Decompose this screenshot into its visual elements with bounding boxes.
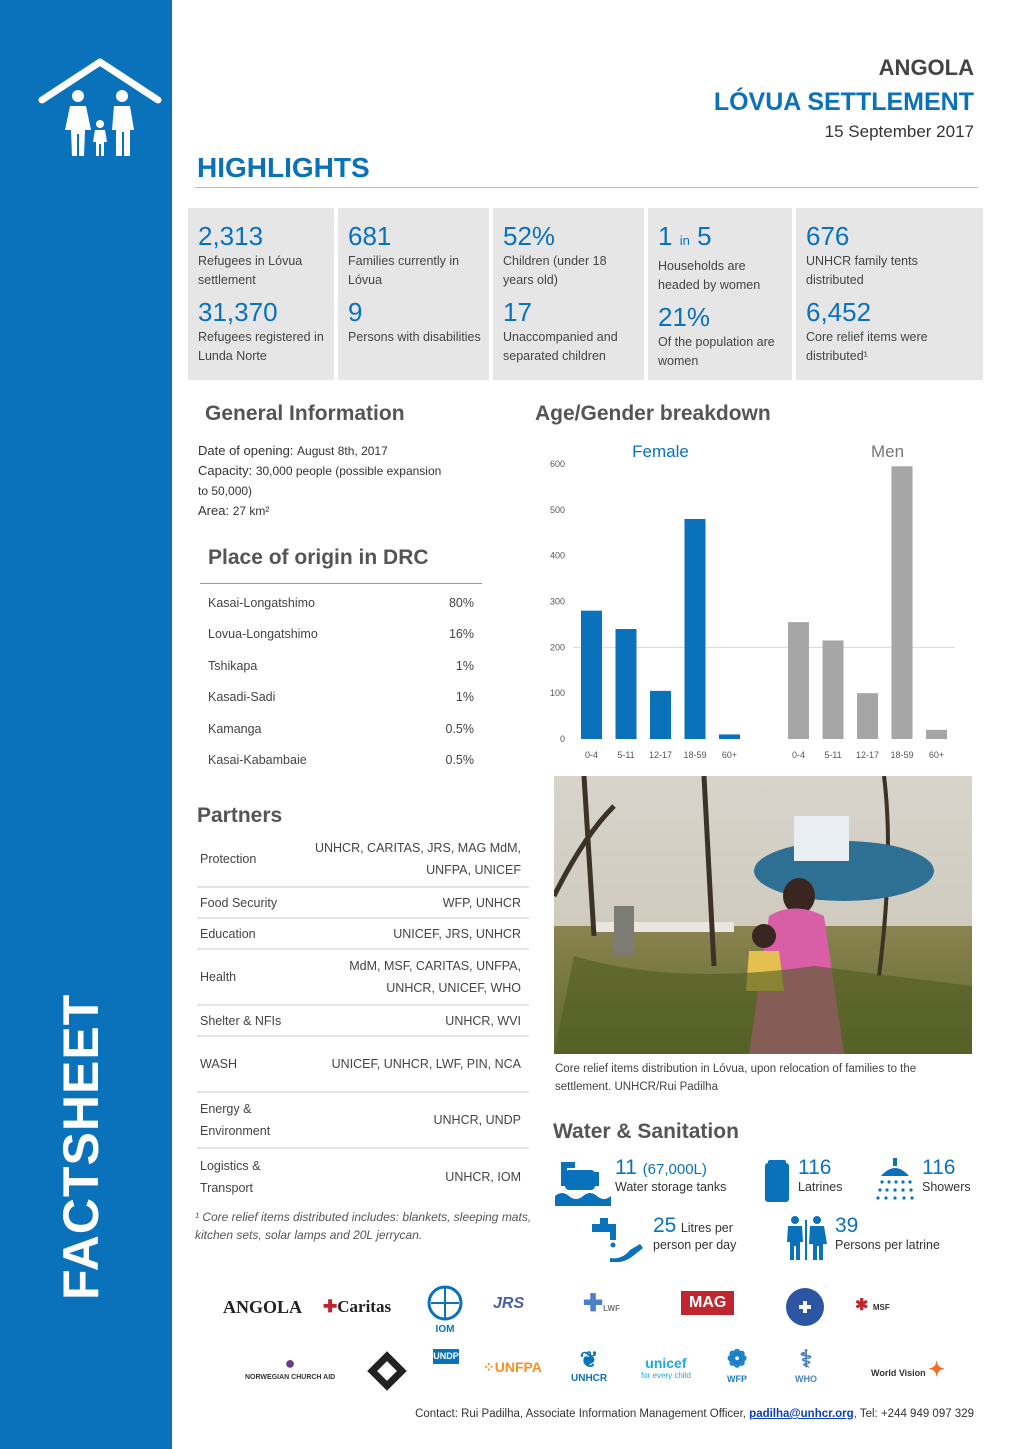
- jrs-logo: JRS: [493, 1295, 525, 1312]
- undp-logo: UNDP: [433, 1349, 459, 1364]
- water-tank-icon: [555, 1156, 611, 1206]
- photo-caption: Core relief items distribution in Lóvua, upon relocation of families to the settlement. UNHCR/Rui Padilha: [555, 1063, 917, 1093]
- divider: [195, 187, 978, 188]
- factsheet-label: FACTSHEET: [53, 993, 109, 1300]
- origin-row: Tshikapa 1%: [208, 658, 474, 673]
- bar-men: [823, 640, 844, 739]
- y-tick-label: 200: [549, 642, 565, 653]
- latrine-icon: [764, 1160, 790, 1202]
- showers-stat: 116 Showers: [922, 1156, 971, 1194]
- y-tick-label: 100: [549, 688, 565, 699]
- unhcr-family-logo: [38, 58, 162, 162]
- highlight-label: Children (under 18 years old): [503, 254, 607, 287]
- highlight-label: Of the population are women: [658, 335, 775, 368]
- distribution-photo: [554, 776, 972, 1054]
- bar-men: [857, 693, 878, 739]
- highlight-column: [334, 208, 489, 380]
- highlight-number: 676: [806, 221, 850, 251]
- highlight-label: Unaccompanied and separated children: [503, 330, 618, 363]
- sidebar: [0, 0, 172, 1449]
- shower-icon: [876, 1158, 914, 1202]
- highlight-number: 21%: [658, 302, 711, 332]
- wfp-logo: ❁ WFP: [727, 1346, 748, 1384]
- partners-title: Partners: [197, 804, 283, 827]
- series-label: Men: [870, 442, 905, 461]
- bar-men: [892, 466, 913, 739]
- caritas-logo: ✚Caritas: [323, 1297, 392, 1316]
- pin-logo: [365, 1349, 409, 1396]
- contact-line: Contact: Rui Padilha, Associate Information Management Officer, padilha@unhcr.org, Tel: +244 949 097 329: [415, 1408, 974, 1420]
- general-info-text: Date of opening: August 8th, 2017 Capacity: 30,000 people (possible expansion to 50,000) Area: 27 km²: [198, 443, 442, 518]
- highlight-label: Persons with disabilities: [348, 330, 481, 344]
- origin-row: Lovua-Longatshimo 16%: [208, 627, 474, 642]
- origin-row: Kasai-Longatshimo 80%: [208, 595, 474, 610]
- lwf-logo: ✚LWF: [583, 1290, 620, 1317]
- x-tick-label: 60+: [721, 750, 738, 760]
- highlights-box: [188, 208, 983, 380]
- highlight-number: 9: [348, 297, 363, 327]
- angola-logo: ANGOLA: [223, 1297, 303, 1317]
- partner-row: Education UNICEF, JRS, UNHCR: [197, 919, 529, 950]
- unhcr-logo: ❦ UNHCR: [571, 1347, 608, 1384]
- bar-female: [685, 519, 706, 739]
- highlight-number: 1 in 5: [658, 221, 712, 251]
- nca-logo: ● NORWEGIAN CHURCH AID: [245, 1353, 336, 1381]
- highlight-number: 31,370: [198, 297, 278, 327]
- partner-row: Energy & Environment UNHCR, UNDP: [197, 1093, 529, 1149]
- origin-row: Kamanga 0.5%: [208, 721, 474, 736]
- bar-female: [650, 691, 671, 739]
- highlights-heading: HIGHLIGHTS: [197, 152, 370, 183]
- highlight-number: 52%: [503, 221, 556, 251]
- bar-female: [581, 611, 602, 739]
- x-tick-label: 0-4: [791, 750, 806, 760]
- mdm-logo: [785, 1287, 825, 1330]
- partner-row: Health MdM, MSF, CARITAS, UNFPA, UNHCR, UNICEF, WHO: [197, 950, 529, 1006]
- iom-logo: IOM: [427, 1285, 463, 1335]
- x-tick-label: 5-11: [824, 750, 842, 760]
- who-logo: ⚕ WHO: [795, 1346, 817, 1384]
- bar-female: [616, 629, 637, 739]
- highlight-column: [792, 208, 983, 380]
- highlight-label: Families currently in Lóvua: [348, 254, 460, 287]
- contact-email-link[interactable]: padilha@unhcr.org: [749, 1408, 854, 1420]
- partner-row: WASH UNICEF, UNHCR, LWF, PIN, NCA: [197, 1037, 529, 1093]
- highlight-number: 17: [503, 297, 532, 327]
- mag-logo: MAG: [681, 1291, 734, 1315]
- x-tick-label: 60+: [928, 750, 945, 760]
- x-tick-label: 5-11: [617, 750, 635, 760]
- latrines-stat: 116 Latrines: [798, 1156, 843, 1194]
- general-info-title: General Information: [205, 402, 405, 425]
- bar-men: [788, 622, 809, 739]
- series-label: Female: [632, 442, 689, 461]
- y-tick-label: 300: [549, 596, 565, 607]
- highlight-label: Refugees registered in Lunda Norte: [198, 330, 324, 363]
- report-date: 15 September 2017: [824, 122, 974, 141]
- partner-row: Protection UNHCR, CARITAS, JRS, MAG MdM, UNFPA, UNICEF: [197, 832, 529, 888]
- origin-row: Kasai-Kabambaie 0.5%: [208, 753, 474, 768]
- partner-row: Shelter & NFIs UNHCR, WVI: [197, 1006, 529, 1037]
- highlight-label: Refugees in Lóvua settlement: [198, 254, 303, 287]
- world-vision-logo: World Vision ✦: [871, 1359, 945, 1381]
- people-latrine-icon: [785, 1216, 827, 1260]
- highlight-label: Core relief items were distributed¹: [806, 330, 928, 363]
- x-tick-label: 12-17: [855, 750, 880, 760]
- unfpa-logo: ⁘UNFPA: [483, 1359, 542, 1375]
- unicef-logo: unicef for every child: [641, 1355, 691, 1380]
- partners-table: [197, 832, 529, 1205]
- divider: [200, 583, 482, 584]
- chart-title: Age/Gender breakdown: [535, 402, 771, 425]
- litres-stat: 25 Litres per person per day: [653, 1214, 737, 1252]
- y-tick-label: 0: [559, 734, 565, 744]
- y-tick-label: 500: [549, 504, 565, 515]
- x-tick-label: 12-17: [648, 750, 673, 760]
- wash-title: Water & Sanitation: [553, 1120, 739, 1143]
- bar-female: [719, 734, 740, 739]
- x-tick-label: 0-4: [584, 750, 599, 760]
- water-tanks-stat: 11 (67,000L) Water storage tanks: [615, 1156, 727, 1194]
- persons-per-latrine-stat: 39 Persons per latrine: [835, 1214, 940, 1252]
- origin-table: [208, 587, 474, 776]
- x-tick-label: 18-59: [683, 750, 707, 760]
- footnote: ¹ Core relief items distributed includes: blankets, sleeping mats, kitchen sets, solar lamps and 20L jerrycan.: [195, 1210, 532, 1242]
- partner-row: Food Security WFP, UNHCR: [197, 888, 529, 919]
- age-gender-chart: [535, 440, 975, 765]
- highlight-column: [188, 208, 334, 380]
- settlement-title: LÓVUA SETTLEMENT: [713, 88, 974, 116]
- highlight-number: 6,452: [806, 297, 872, 327]
- origin-title: Place of origin in DRC: [208, 546, 429, 569]
- highlight-label: UNHCR family tents distributed: [806, 254, 918, 287]
- tap-icon: [590, 1218, 644, 1262]
- highlight-column: [489, 208, 644, 380]
- origin-row: Kasadi-Sadi 1%: [208, 690, 474, 705]
- highlight-label: Households are headed by women: [658, 259, 761, 292]
- y-tick-label: 600: [549, 459, 565, 469]
- bar-men: [926, 730, 947, 739]
- highlight-column: [644, 208, 792, 380]
- y-tick-label: 400: [549, 550, 565, 561]
- country-title: ANGOLA: [878, 55, 974, 80]
- partner-row: Logistics & Transport UNHCR, IOM: [200, 1159, 521, 1195]
- msf-logo: ✱ MSF: [855, 1297, 890, 1314]
- x-tick-label: 18-59: [890, 750, 914, 760]
- highlight-number: 2,313: [198, 221, 264, 251]
- highlight-number: 681: [348, 221, 392, 251]
